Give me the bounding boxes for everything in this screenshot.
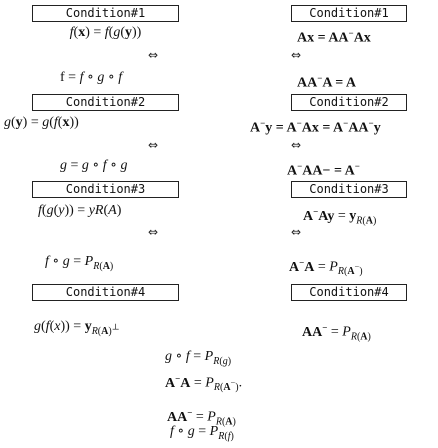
right-condition-3-label: Condition#3 (291, 181, 407, 198)
left-c2-equation-2: g = g ∘ f ∘ g (60, 158, 128, 173)
left-c1-iff-icon: ⇔ (148, 48, 159, 62)
left-c3-equation-2: f ∘ $g = P_{R(A)}$ (45, 254, 114, 272)
right-condition-4-label: Condition#4 (291, 284, 407, 301)
right-c2-iff-icon: ⇔ (291, 138, 302, 152)
left-c2-iff-icon: ⇔ (148, 138, 159, 152)
left-c3-equation-1: f(g(y)) = yR(A) (38, 203, 122, 218)
center-equation-4: f ∘ $g = P_{R(f)}$ (170, 424, 234, 442)
center-equation-3: $AA^- = P_{R(A)}$ (167, 407, 236, 428)
left-condition-4-label: Condition#4 (32, 284, 179, 301)
right-c2-equation-2: A−AA− = A− (287, 161, 360, 179)
left-c4-equation-1: $g(f(x)) = y_{R(A)^\perp}$ (34, 319, 120, 337)
right-c3-iff-icon: ⇔ (291, 225, 302, 239)
right-c1-equation-1: Ax = AA−Ax (297, 28, 371, 46)
left-c3-iff-icon: ⇔ (148, 225, 159, 239)
left-c1-equation-1: f(x) = f(g(y)) (69, 25, 142, 40)
center-equation-2: $A^-A = P_{R(A^-)}$. (165, 373, 243, 394)
left-condition-2-label: Condition#2 (32, 94, 179, 111)
right-condition-1-label: Condition#1 (291, 5, 407, 22)
left-condition-1-label: Condition#1 (32, 5, 179, 22)
right-c2-equation-1: A−y = A−Ax = A−AA−y (250, 118, 381, 136)
right-c3-equation-1: $A^-Ay = y_{R(A)}$ (303, 206, 377, 227)
left-c2-equation-1: g(y) = g(f(x)) (4, 115, 79, 130)
right-c1-equation-2: AA−A = A (297, 73, 357, 91)
center-equation-1: g ∘ $f = P_{R(g)}$ (165, 349, 232, 367)
left-condition-3-label: Condition#3 (32, 181, 179, 198)
right-c1-iff-icon: ⇔ (291, 48, 302, 62)
right-condition-2-label: Condition#2 (291, 94, 407, 111)
right-c3-equation-2: $A^-A = P_{R(A^-)}$ (289, 257, 363, 278)
left-c1-equation-2: f = f ∘ g ∘ f (60, 70, 123, 85)
right-c4-equation-1: $AA^- = P_{R(A)}$ (302, 322, 371, 343)
